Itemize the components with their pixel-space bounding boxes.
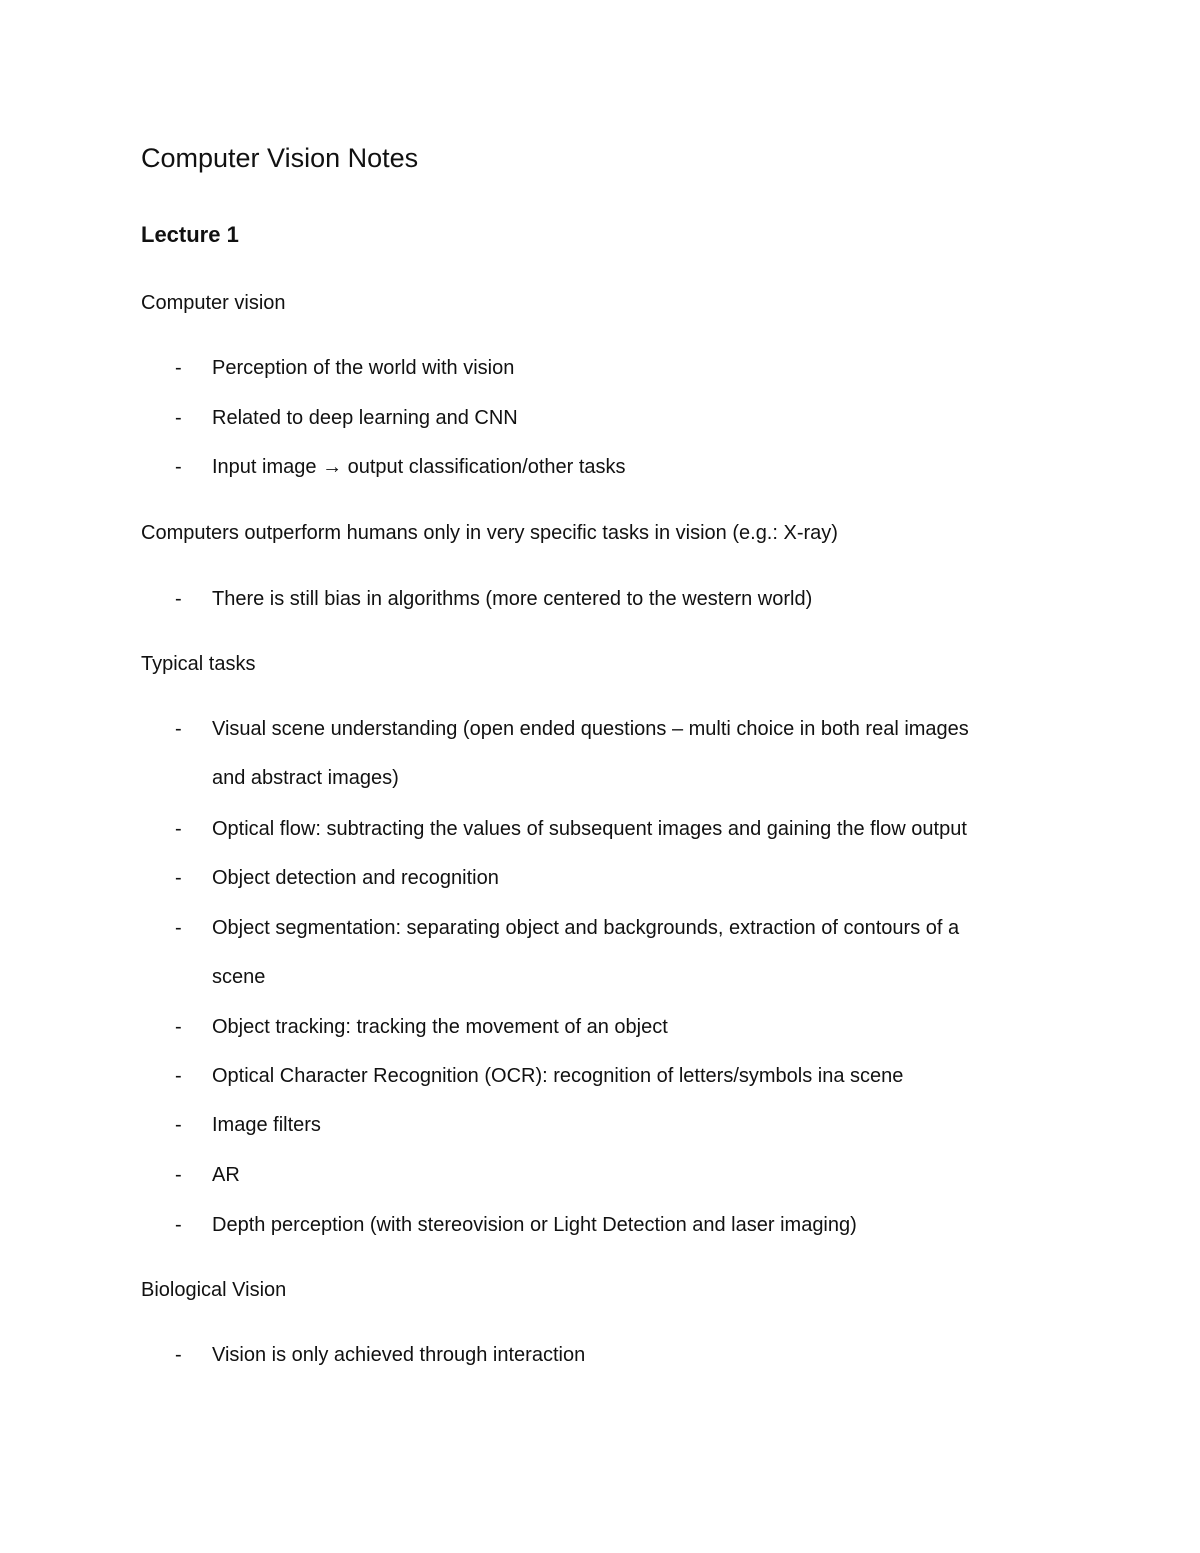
bullet-marker: -: [175, 867, 182, 889]
list-item: Optical flow: subtracting the values of subsequent images and gaining the flow output: [212, 818, 967, 840]
list-item: There is still bias in algorithms (more centered to the western world): [212, 588, 813, 610]
list-item: AR: [212, 1164, 240, 1186]
bullet-marker: -: [175, 407, 182, 429]
section-label-outperform: Computers outperform humans only in very specific tasks in vision (e.g.: X-ray): [141, 522, 838, 544]
bullet-marker: -: [175, 1114, 182, 1136]
bullet-marker: -: [175, 1164, 182, 1186]
section-label-typical-tasks: Typical tasks: [141, 653, 256, 675]
list-item-continuation: scene: [212, 966, 266, 988]
bullet-marker: -: [175, 1065, 182, 1087]
list-item: Image filters: [212, 1114, 321, 1136]
section-label-biological-vision: Biological Vision: [141, 1279, 287, 1301]
document-title: Computer Vision Notes: [141, 143, 419, 173]
lecture-heading: Lecture 1: [141, 222, 239, 247]
bullet-marker: -: [175, 456, 182, 478]
list-item: Object detection and recognition: [212, 867, 499, 889]
bullet-marker: -: [175, 1016, 182, 1038]
list-item: Related to deep learning and CNN: [212, 407, 518, 429]
list-item: Depth perception (with stereovision or Light Detection and laser imaging): [212, 1214, 857, 1236]
bullet-marker: -: [175, 1344, 182, 1366]
bullet-marker: -: [175, 818, 182, 840]
list-item: Visual scene understanding (open ended questions – multi choice in both real images: [212, 718, 969, 740]
section-label-computer-vision: Computer vision: [141, 292, 286, 314]
bullet-marker: -: [175, 588, 182, 610]
list-item: Input image → output classification/other tasks: [212, 456, 626, 478]
list-item: Optical Character Recognition (OCR): recognition of letters/symbols ina scene: [212, 1065, 904, 1087]
bullet-marker: -: [175, 1214, 182, 1236]
list-item: Perception of the world with vision: [212, 357, 515, 379]
bullet-marker: -: [175, 357, 182, 379]
bullet-marker: -: [175, 917, 182, 939]
list-item: Object tracking: tracking the movement of an object: [212, 1016, 668, 1038]
bullet-marker: -: [175, 718, 182, 740]
list-item: Object segmentation: separating object and backgrounds, extraction of contours of a: [212, 917, 960, 939]
list-item: Vision is only achieved through interaction: [212, 1344, 586, 1366]
list-item-continuation: and abstract images): [212, 767, 399, 789]
